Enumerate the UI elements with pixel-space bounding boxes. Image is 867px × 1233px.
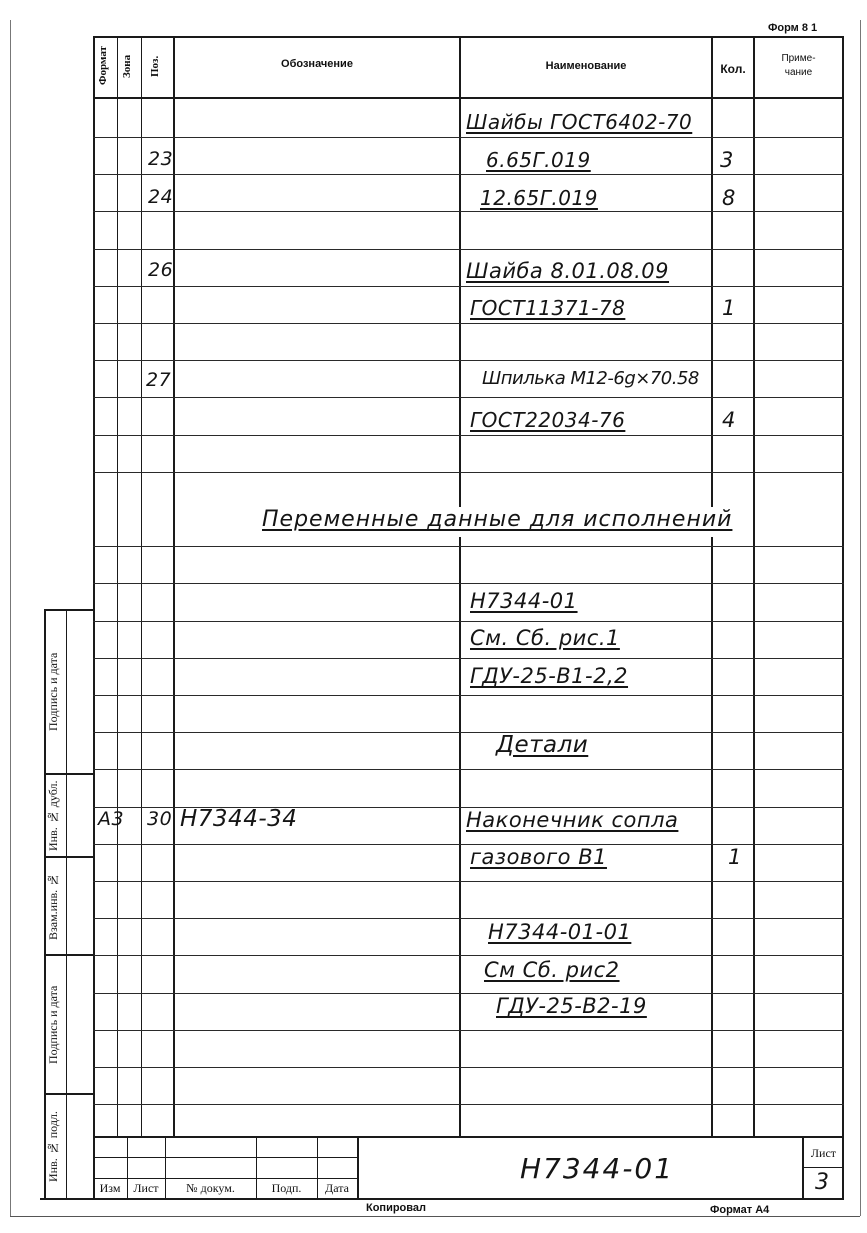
part-qty: 1: [728, 845, 742, 869]
titleblock-list: Лист: [133, 1181, 159, 1195]
titleblock-v5: [357, 1136, 359, 1199]
footer-copied: Копировал: [366, 1202, 427, 1214]
header-zone: Зона: [121, 54, 133, 78]
titleblock-row2: [93, 1178, 358, 1179]
table-row-line: [93, 472, 844, 473]
table-row-line: [93, 360, 844, 361]
part-name-line1: Наконечник сопла: [466, 808, 679, 832]
table-row-line: [93, 621, 844, 622]
table-row-line: [93, 137, 844, 138]
table-row-line: [93, 435, 844, 436]
margin-sign-date-bottom: Подпись и дата: [46, 985, 60, 1064]
titleblock-top: [93, 1136, 844, 1138]
row-pos-27: 27: [146, 369, 172, 391]
table-row-line: [93, 769, 844, 770]
table-row-line: [93, 583, 844, 584]
col-line-designation-name-lower: [459, 537, 461, 1136]
variant2-ref: См Сб. рис2: [484, 958, 620, 982]
part-designation: Н7344-34: [180, 806, 298, 832]
table-row-line: [93, 286, 844, 287]
titleblock-doc-no: № докум.: [186, 1181, 235, 1195]
variant1-ref: См. Сб. рис.1: [470, 626, 620, 650]
table-row-line: [93, 249, 844, 250]
row-name-23: 6.65Г.019: [486, 148, 591, 172]
outer-border-left: [10, 20, 11, 1216]
margin-strip-right: [66, 609, 67, 1200]
table-row-line: [93, 211, 844, 212]
table-row-line: [93, 732, 844, 733]
margin-vzam-inv: Взам.инв. №: [46, 872, 60, 940]
titleblock-data: Дата: [325, 1181, 349, 1195]
outer-border-bottom: [10, 1216, 860, 1217]
header-format: Формат: [97, 46, 109, 86]
part-format: А3: [98, 808, 125, 830]
header-pos: Поз.: [149, 55, 161, 77]
table-row-line: [93, 546, 844, 547]
part-name-line2: газового В1: [470, 845, 607, 869]
titleblock-podp: Подп.: [271, 1181, 302, 1195]
row-pos-23: 23: [148, 148, 174, 170]
variant1-gdu: ГДУ-25-В1-2,2: [470, 664, 629, 688]
row-name-24: 12.65Г.019: [480, 186, 598, 210]
header-name: Наименование: [545, 60, 627, 72]
col-line-name-qty-lower: [711, 537, 713, 1136]
outer-border-right: [860, 20, 861, 1216]
titleblock-sheet-label: Лист: [810, 1146, 837, 1160]
table-row-line: [93, 993, 844, 994]
table-row-line: [93, 955, 844, 956]
header-bottom-line: [93, 97, 844, 99]
row-name-27-gost: ГОСТ22034-76: [470, 408, 626, 432]
col-line-name-qty: [711, 36, 713, 507]
row-pos-24: 24: [148, 186, 174, 208]
header-qty: Кол.: [720, 62, 746, 76]
row-name-washers-gost: Шайбы ГОСТ6402-70: [466, 110, 693, 134]
margin-inv-dubl: Инв. № дубл.: [46, 780, 60, 851]
frame-top: [93, 36, 844, 38]
titleblock-sheet-sep: [802, 1167, 844, 1168]
table-row-line: [93, 918, 844, 919]
table-row-line: [93, 1030, 844, 1031]
header-note: Приме- чание: [781, 53, 816, 78]
col-line-format-zone: [117, 36, 118, 1136]
header-designation: Обозначение: [281, 58, 353, 70]
table-row-line: [93, 323, 844, 324]
part-pos: 30: [147, 808, 173, 830]
row-qty-27: 4: [722, 408, 736, 432]
section-variable-data: Переменные данные для исполнений: [262, 507, 733, 532]
titleblock-izm: Изм: [99, 1181, 121, 1195]
row-qty-23: 3: [720, 148, 734, 172]
col-line-designation-name: [459, 36, 461, 507]
row-name-27: Шпилька М12-6g×70.58: [482, 368, 699, 389]
table-row-line: [93, 695, 844, 696]
col-line-qty-note: [753, 36, 755, 1136]
table-row-line: [93, 881, 844, 882]
titleblock-sheet-no: 3: [815, 1170, 830, 1195]
table-row-line: [93, 1104, 844, 1105]
section-parts: Детали: [496, 732, 589, 758]
col-line-zone-pos: [141, 36, 142, 1136]
row-qty-26: 1: [722, 296, 736, 320]
titleblock-row1: [93, 1157, 358, 1158]
margin-sign-date-top: Подпись и дата: [46, 652, 60, 732]
variant2-code: Н7344-01-01: [488, 920, 632, 944]
titleblock-doc-code: Н7344-01: [520, 1152, 675, 1185]
margin-inv-podl: Инв. № подл.: [46, 1111, 60, 1182]
table-row-line: [93, 397, 844, 398]
col-line-pos-designation: [173, 36, 175, 1136]
variant1-code: Н7344-01: [470, 589, 578, 613]
form-label: Форм 8 1: [768, 22, 818, 34]
row-qty-24: 8: [722, 186, 736, 210]
table-row-line: [93, 658, 844, 659]
footer-format: Формат А4: [710, 1204, 770, 1216]
row-name-26-gost: ГОСТ11371-78: [470, 296, 626, 320]
variant2-gdu: ГДУ-25-В2-19: [496, 994, 647, 1018]
table-row-line: [93, 1067, 844, 1068]
row-name-26: Шайба 8.01.08.09: [466, 259, 670, 283]
frame-bottom: [40, 1198, 844, 1200]
row-pos-26: 26: [148, 259, 174, 281]
table-row-line: [93, 174, 844, 175]
